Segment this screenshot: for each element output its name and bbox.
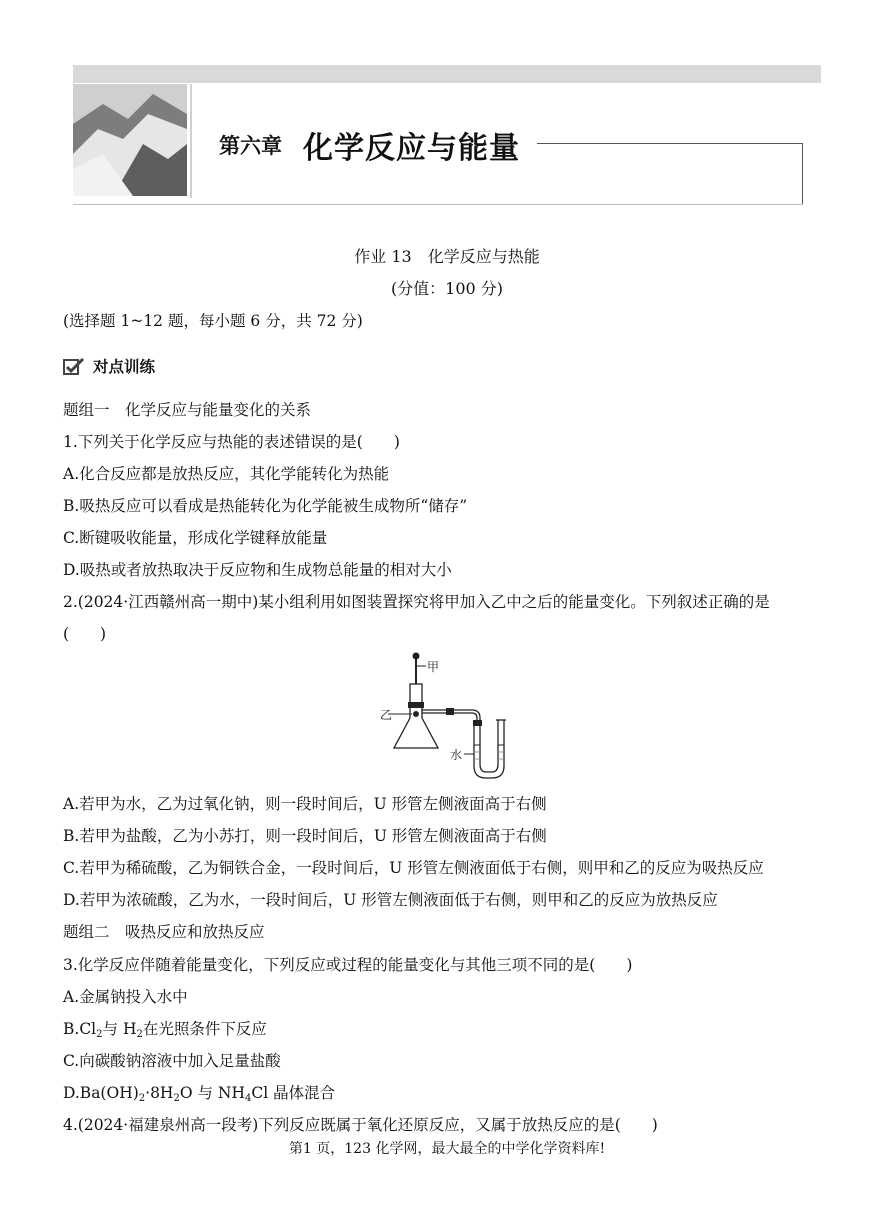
- question-1-option-a: A.化合反应都是放热反应，其化学能转化为热能: [63, 465, 390, 483]
- homework-score: (分值：100 分): [390, 279, 504, 298]
- question-1-option-c: C.断键吸收能量，形成化学键释放能量: [63, 529, 328, 547]
- question-2-option-c: C.若甲为稀硫酸，乙为铜铁合金，一段时间后，U 形管左侧液面低于右侧，则甲和乙的反应为吸热反应: [63, 859, 764, 877]
- section-heading: [63, 355, 155, 377]
- question-1-stem: 1.下列关于化学反应与热能的表述错误的是( ): [63, 433, 400, 451]
- apparatus-diagram: [380, 648, 520, 787]
- banner-top-bar: [73, 65, 821, 83]
- homework-title: 作业 13 化学反应与热能: [354, 247, 540, 266]
- banner-bottom-line: [73, 204, 803, 205]
- question-2-option-a: A.若甲为水，乙为过氧化钠，则一段时间后，U 形管左侧液面高于右侧: [63, 795, 547, 813]
- question-3-option-c: C.向碳酸钠溶液中加入足量盐酸: [63, 1052, 281, 1070]
- page-footer: 第1 页，123 化学网，最大最全的中学化学资料库!: [288, 1141, 606, 1157]
- label-water: 水: [450, 748, 463, 762]
- checkbox-pencil-icon: [63, 358, 85, 375]
- question-1-option-b: B.吸热反应可以看成是热能转化为化学能被生成物所“储存”: [63, 497, 468, 515]
- group-heading-2: 题组二 吸热反应和放热反应: [63, 923, 265, 941]
- label-yi: 乙: [380, 708, 393, 722]
- section-label: 对点训练: [93, 358, 156, 376]
- group-heading-1: 题组一 化学反应与能量变化的关系: [63, 401, 312, 419]
- chapter-label: 第六章: [219, 134, 282, 158]
- mountain-photo: [73, 84, 187, 196]
- banner-title-frame: [537, 143, 803, 205]
- label-jia: 甲: [427, 660, 440, 674]
- question-2-stem: 2.(2024·江西赣州高一期中)某小组利用如图装置探究将甲加入乙中之后的能量变化。下列叙述正确的是: [63, 593, 770, 611]
- question-3-option-d: $D.Ba(OH)_2\cdot 8H_2O$ 与 $NH_4Cl$ 晶体混合: [63, 1084, 336, 1104]
- homework-instruction: (选择题 1~12 题，每小题 6 分，共 72 分): [63, 312, 363, 330]
- banner-divider: [190, 84, 192, 198]
- chapter-title: 化学反应与能量: [303, 131, 520, 166]
- question-2-option-b: B.若甲为盐酸，乙为小苏打，则一段时间后，U 形管左侧液面高于右侧: [63, 827, 547, 845]
- question-3-option-b: $B.Cl_2$与 $H_2$在光照条件下反应: [63, 1020, 267, 1040]
- question-3-option-a: A.金属钠投入水中: [63, 988, 188, 1006]
- question-2-option-d: D.若甲为浓硫酸，乙为水，一段时间后，U 形管左侧液面低于右侧，则甲和乙的反应为放热反应: [63, 891, 718, 909]
- question-4-stem: 4.(2024·福建泉州高一段考)下列反应既属于氧化还原反应，又属于放热反应的是( ): [63, 1116, 658, 1134]
- question-2-stem-cont: ( ): [63, 625, 107, 643]
- question-3-stem: 3.化学反应伴随着能量变化，下列反应或过程的能量变化与其他三项不同的是( ): [63, 956, 633, 974]
- question-1-option-d: D.吸热或者放热取决于反应物和生成物总能量的相对大小: [63, 561, 452, 579]
